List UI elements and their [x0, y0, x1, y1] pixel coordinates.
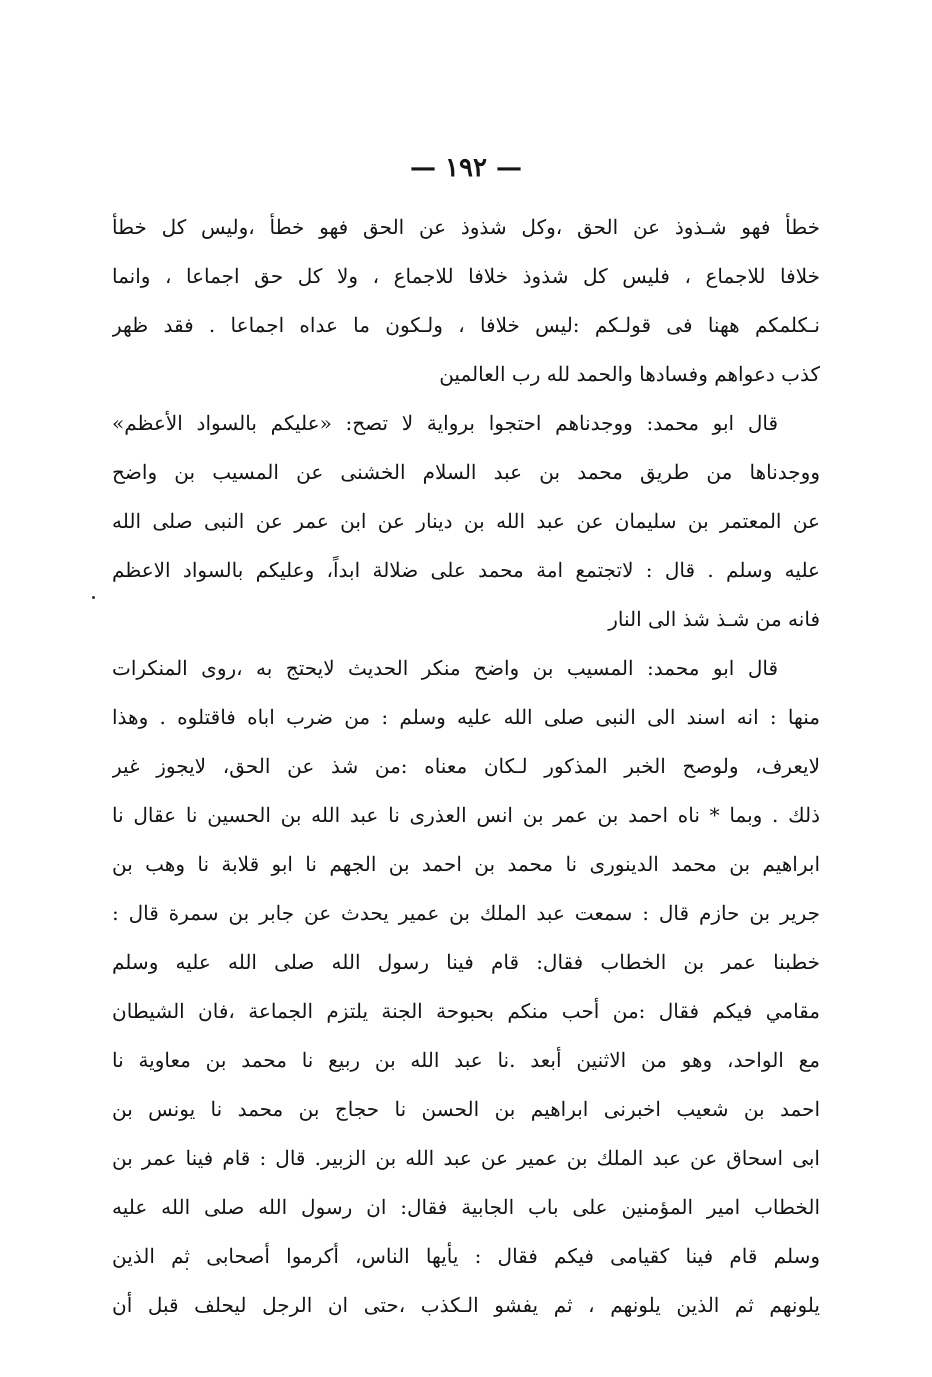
text-line: ابى اسحاق عن عبد الملك بن عمير عن عبد الله بن الزبير. قال : قام فينا عمر بن — [112, 1146, 820, 1170]
text-line: ابراهيم بن محمد الدينورى نا محمد بن احمد بن الجهم نا ابو قلابة نا وهب بن — [112, 852, 820, 876]
text-line: مقامي فيكم فقال :من أحب منكم بحبوحة الجنة يلتزم الجماعة ،فان الشيطان — [112, 999, 820, 1023]
scan-speck — [92, 596, 95, 599]
text-line: فانه من شـذ شذ الى النار — [608, 607, 820, 631]
text-line: خطأ فهو شـذوذ عن الحق ،وكل شذوذ عن الحق فهو خطأ ،وليس كل خطأ — [112, 215, 820, 239]
text-line: خطبنا عمر بن الخطاب فقال: قام فينا رسول الله صلى الله عليه وسلم — [112, 950, 820, 974]
scan-speck — [186, 1268, 188, 1270]
paragraph-start-line: قال ابو محمد: المسيب بن واضح منكر الحديث لايحتج به ،روى المنكرات — [112, 656, 778, 680]
body-text — [112, 203, 820, 1330]
text-line: ذلك . وبما * ناه احمد بن عمر بن انس العذرى نا عبد الله بن الحسين نا عقال نا — [112, 803, 820, 827]
text-line: عن المعتمر بن سليمان عن عبد الله بن دينار عن ابن عمر عن النبى صلى الله — [112, 509, 820, 533]
text-line: نـكلمكم ههنا فى قولـكم :ليس خلافا ، ولـكون ما عداه اجماعا . فقد ظهر — [112, 313, 820, 337]
text-line: احمد بن شعيب اخبرنى ابراهيم بن الحسن نا حجاج بن محمد نا يونس بن — [112, 1097, 820, 1121]
text-line: خلافا للاجماع ، فليس كل شذوذ خلافا للاجماع ، ولا كل حق اجماعا ، وانما — [112, 264, 820, 288]
text-line: مع الواحد، وهو من الاثنين أبعد .نا عبد الله بن ربيع نا محمد بن معاوية نا — [112, 1048, 820, 1072]
text-line: وسلم قام فينا كقيامى فيكم فقال : يأيها الناس، أكرموا أصحابى ثم الذين — [112, 1244, 820, 1268]
text-line: الخطاب امير المؤمنين على باب الجابية فقال: ان رسول الله صلى الله عليه — [112, 1195, 820, 1219]
text-line: عليه وسلم . قال : لاتجتمع امة محمد على ضلالة ابداً، وعليكم بالسواد الاعظم — [112, 558, 820, 582]
text-line: لايعرف، ولوصح الخبر المذكور لـكان معناه :من شذ عن الحق، لايجوز غير — [112, 754, 820, 778]
text-line: كذب دعواهم وفسادها والحمد لله رب العالمين — [439, 362, 820, 386]
text-line: يلونهم ثم الذين يلونهم ، ثم يفشو الـكذب ،حتى ان الرجل ليحلف قبل أن — [112, 1293, 820, 1317]
text-line: ووجدناها من طريق محمد بن عبد السلام الخشنى عن المسيب بن واضح — [112, 460, 820, 484]
paragraph-start-line: قال ابو محمد: ووجدناهم احتجوا برواية لا تصح: «عليكم بالسواد الأعظم» — [112, 411, 778, 435]
text-line: جرير بن حازم قال : سمعت عبد الملك بن عمير يحدث عن جابر بن سمرة قال : — [112, 901, 820, 925]
page-number: — ١٩٢ — — [409, 153, 523, 183]
text-line: منها : انه اسند الى النبى صلى الله عليه وسلم : من ضرب اباه فاقتلوه . وهذا — [112, 705, 820, 729]
